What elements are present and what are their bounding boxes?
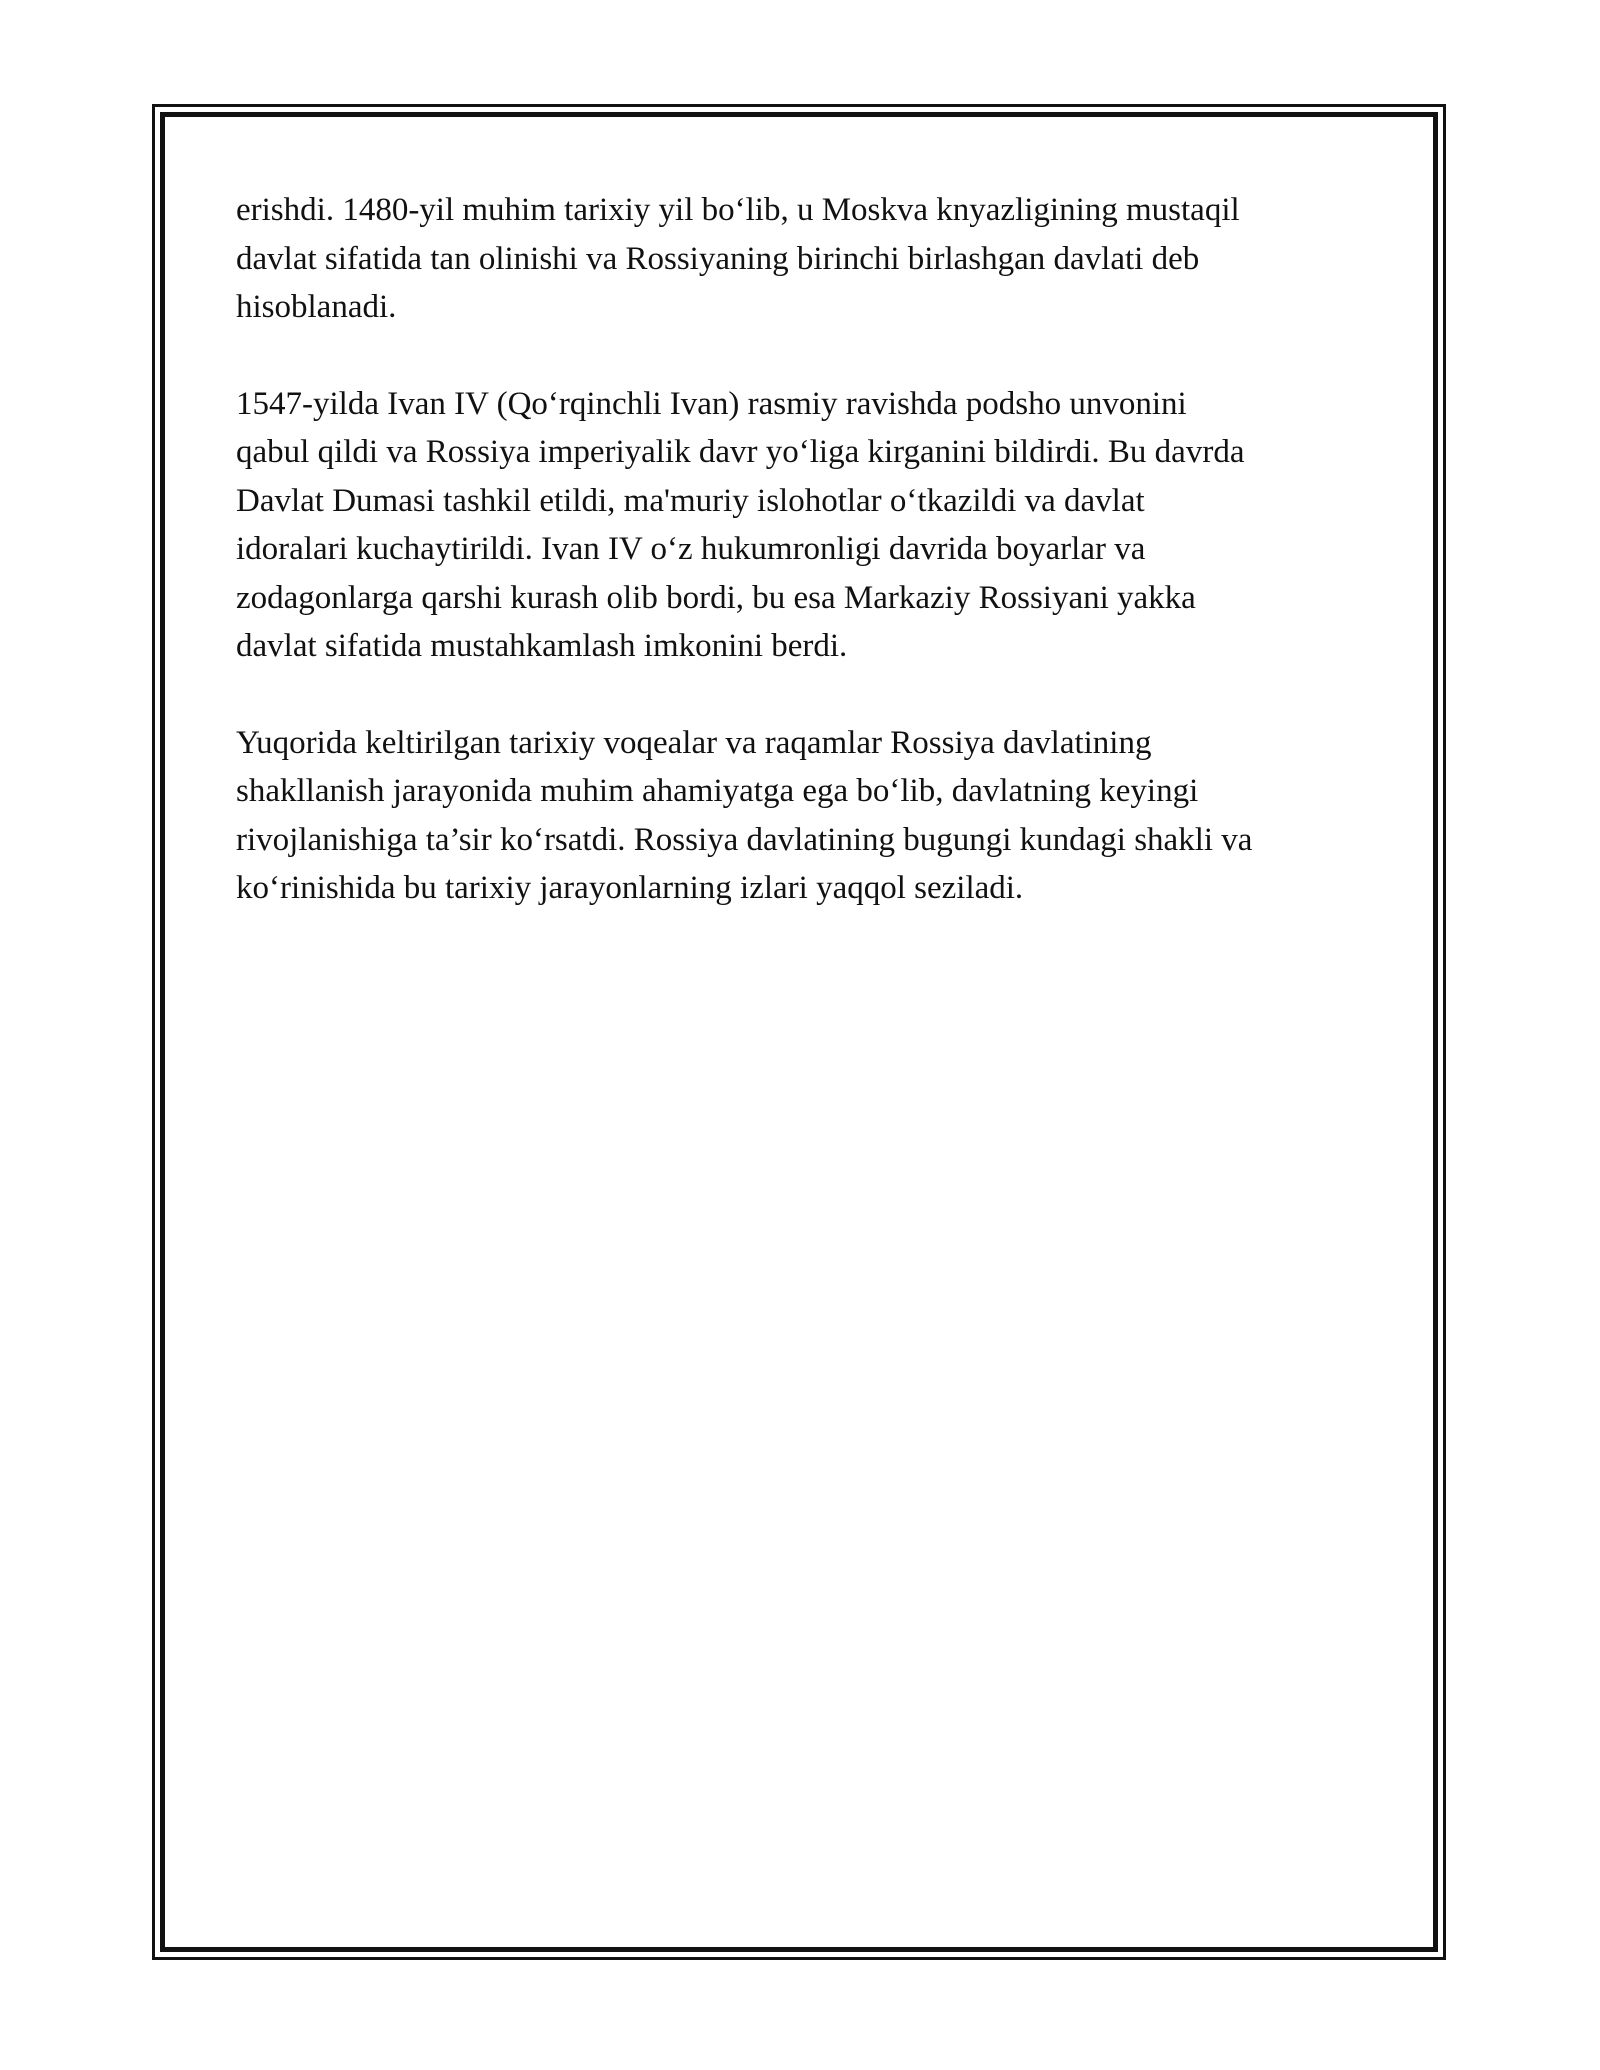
paragraph-3: Yuqorida keltirilgan tarixiy voqealar va raqamlar Rossiya davlatining shakllanish jarayonida muhim ahamiyatga ega bo‘lib, davlatning keyingi rivojlanishiga ta’sir ko‘rsatdi. Rossiya davlatining bugungi kundagi shakli va ko‘rinishida bu tarixiy jarayonlarning izlari yaqqol seziladi. (236, 724, 1253, 906)
paragraph-1: erishdi. 1480-yil muhim tarixiy yil bo‘lib, u Moskva knyazligining mustaqil davlat sifatida tan olinishi va Rossiyaning birinchi birlashgan davlati deb hisoblanadi. (236, 192, 1240, 325)
document-body (236, 186, 1376, 961)
paragraph-2: 1547-yilda Ivan IV (Qo‘rqinchli Ivan) rasmiy ravishda podsho unvonini qabul qildi va Rossiya imperiyalik davr yo‘liga kirganini bildirdi. Bu davrda Davlat Dumasi tashkil etildi, ma'muriy islohotlar o‘tkazildi va davlat idoralari kuchaytirildi. Ivan IV o‘z hukumronligi davrida boyarlar va zodagonlarga qarshi kurash olib bordi, bu esa Markaziy Rossiyani yakka davlat sifatida mustahkamlash imkonini berdi. (236, 385, 1245, 664)
